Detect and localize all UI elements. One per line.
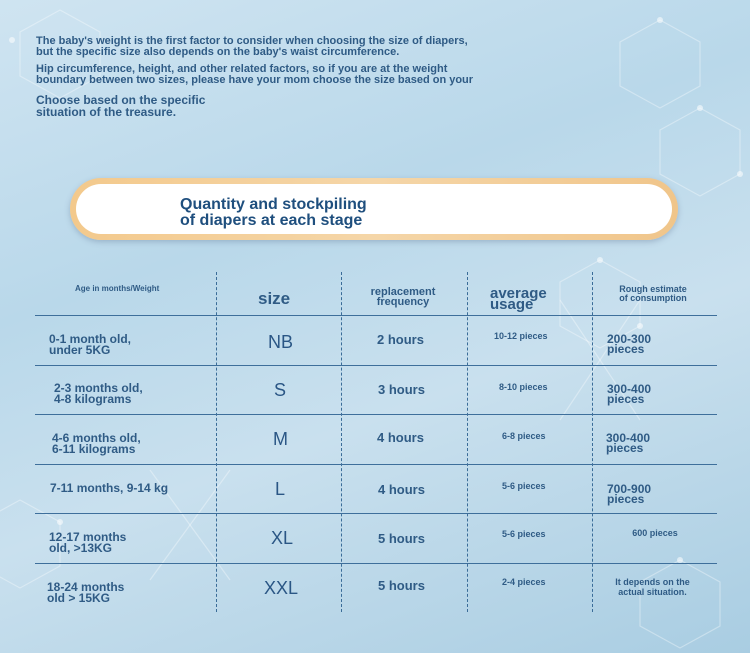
header-age: Age in months/Weight [75,284,160,293]
row-1-size: NB [268,332,294,352]
row-2-size: S [274,380,287,400]
column-divider [592,272,593,612]
row-2-frequency: 3 hours [378,382,425,397]
row-5-estimate: 600 pieces [632,528,678,538]
row-4-age: 7-11 months, 9-14 kg [50,481,169,495]
row-5-usage: 5-6 pieces [502,529,546,539]
row-3-estimate: 300-400 pieces [606,431,651,455]
row-divider [35,513,717,514]
row-3-frequency: 4 hours [377,430,424,445]
header-frequency: replacement frequency [370,286,436,308]
row-6-frequency: 5 hours [378,578,425,593]
diaper-size-table [35,272,717,612]
row-divider [35,464,717,465]
row-5-frequency: 5 hours [378,531,425,546]
column-divider [216,272,217,612]
row-6-age: 18-24 months old > 15KG [47,580,125,605]
row-4-estimate: 700-900 pieces [607,482,652,506]
row-3-age: 4-6 months old, 6-11 kilograms [52,431,141,456]
row-4-frequency: 4 hours [378,482,425,497]
title-banner-inner [76,184,672,234]
row-divider [35,563,717,564]
row-6-usage: 2-4 pieces [502,577,546,587]
intro-paragraph-2: Hip circumference, height, and other related factors, so if you are at the weight boundary between two sizes, please have your mom choose the size based on your [36,63,474,86]
row-4-size: L [275,479,286,499]
intro-paragraph-1: The baby's weight is the first factor to consider when choosing the size of diapers, but the specific size also depends on the baby's waist circumference. [36,35,468,58]
row-divider [35,315,717,316]
row-3-usage: 6-8 pieces [502,431,546,441]
header-size: size [258,289,291,308]
row-2-usage: 8-10 pieces [499,382,548,392]
header-estimate: Rough estimate of consumption [619,284,687,303]
row-2-age: 2-3 months old, 4-8 kilograms [54,381,143,406]
row-5-age: 12-17 months old, >13KG [49,530,127,555]
banner-title: Quantity and stockpiling of diapers at each stage [180,196,367,229]
row-4-usage: 5-6 pieces [502,481,546,491]
header-usage: average usage [490,285,547,313]
row-2-estimate: 300-400 pieces [607,382,652,406]
row-divider [35,365,717,366]
row-1-estimate: 200-300 pieces [607,332,652,356]
column-divider [341,272,342,612]
row-divider [35,414,717,415]
row-6-size: XXL [264,578,299,598]
row-1-age: 0-1 month old, under 5KG [49,332,131,357]
row-5-size: XL [271,528,294,548]
title-banner [70,178,678,240]
row-6-estimate: It depends on the actual situation. [615,577,690,597]
intro-text [36,36,556,124]
row-1-frequency: 2 hours [377,332,424,347]
intro-paragraph-3: Choose based on the specific situation of the treasure. [36,93,206,119]
row-3-size: M [273,429,288,449]
column-divider [467,272,468,612]
row-1-usage: 10-12 pieces [494,331,548,341]
